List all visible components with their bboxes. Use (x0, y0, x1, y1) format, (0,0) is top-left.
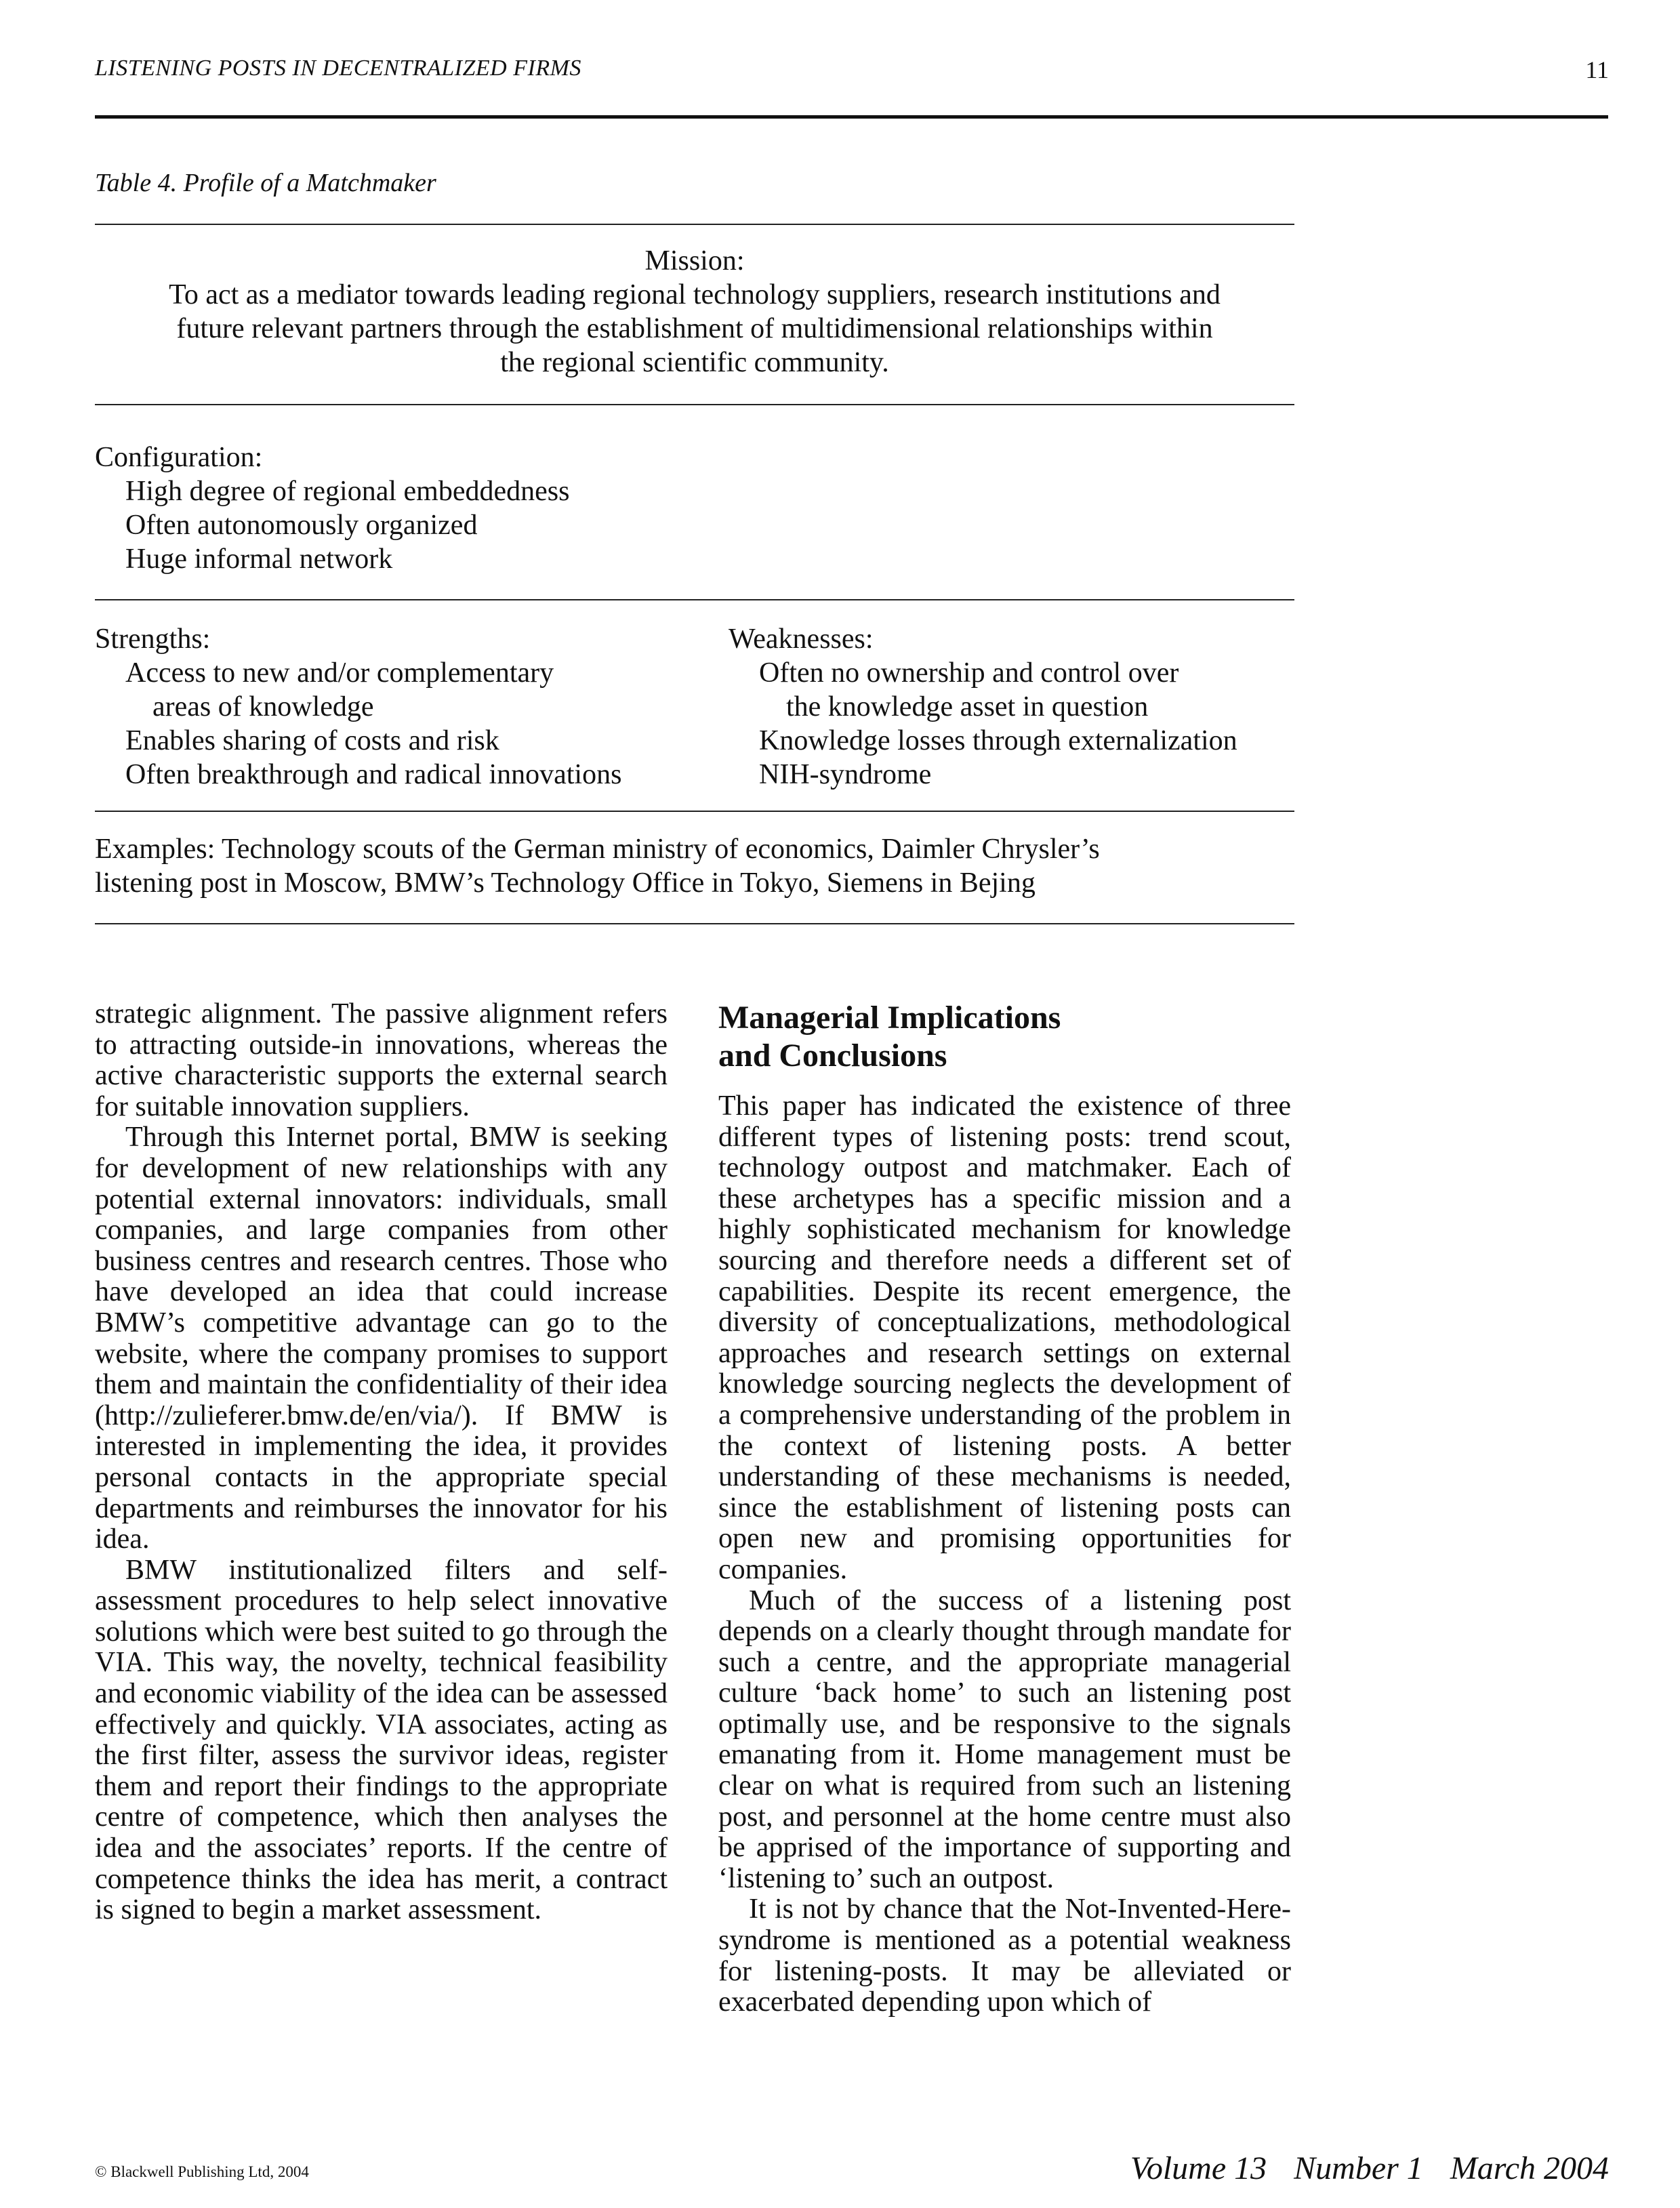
table-weaknesses-cell (729, 622, 1338, 792)
table-mission-cell (95, 244, 1294, 380)
section-heading-line: and Conclusions (718, 1038, 947, 1074)
weaknesses-line: Knowledge losses through externalization (759, 725, 1237, 756)
table-configuration-cell (95, 441, 1294, 576)
right-column (718, 1091, 1291, 2018)
body-paragraph: Much of the success of a listening post depends on a clearly thought through mandate for such a centre, and the appropriate managerial culture ‘back home’ to such an listening post optimally use, and be responsive to the signals emanating from it. Home management must be clear on what is required from such an listening post, and personnel at the home centre must also be apprised of the importance of supporting and ‘listening to’ such an outpost. (718, 1585, 1291, 1894)
table-rule (95, 811, 1294, 812)
table-examples-cell (95, 832, 1294, 900)
mission-label: Mission: (644, 245, 745, 277)
section-heading-line: Managerial Implications (718, 1000, 1061, 1036)
weaknesses-line: the knowledge asset in question (786, 691, 1149, 722)
left-column (95, 999, 668, 1926)
volume-label: Volume 13 (1130, 2150, 1267, 2186)
weaknesses-line: NIH-syndrome (759, 759, 932, 790)
table-rule (95, 404, 1294, 405)
table-strengths-cell (95, 622, 705, 792)
mission-line: To act as a mediator towards leading regional technology suppliers, research institutions and (169, 279, 1221, 310)
header-rule (95, 115, 1608, 119)
examples-line: Examples: Technology scouts of the German ministry of economics, Daimler Chrysler’s (95, 834, 1100, 865)
strengths-label: Strengths: (95, 623, 211, 655)
table-rule (95, 599, 1294, 600)
mission-line: the regional scientific community. (500, 347, 889, 378)
number-label: Number 1 (1294, 2150, 1423, 2186)
body-paragraph: strategic alignment. The passive alignment refers to attracting outside-in innovations, whereas the active characteristic supports the external search for suitable innovation suppliers. (95, 998, 668, 1122)
strengths-line: Often breakthrough and radical innovations (125, 759, 622, 790)
date-label: March 2004 (1450, 2150, 1609, 2186)
table-bottom-rule (95, 923, 1294, 924)
strengths-line: Access to new and/or complementary (125, 657, 554, 689)
body-paragraph: Through this Internet portal, BMW is seeking for development of new relationships with any potential external innovators: individuals, small companies, and large companies from other business centres and research centres. Those who have developed an idea that could increase BMW’s competitive advantage can go to the website, where the company promises to support them and maintain the confidentiality of their idea (http://zulieferer.bmw.de/en/via/). If BMW is interested in implementing the idea, it provides personal contacts in the appropriate special departments and reimburses the innovator for his idea. (95, 1122, 668, 1555)
mission-line: future relevant partners through the establishment of multidimensional relationships within (176, 313, 1213, 344)
body-paragraph: It is not by chance that the Not-Invented-Here-syndrome is mentioned as a potential weakness for listening-posts. It may be alleviated or exacerbated depending upon which of (718, 1894, 1291, 2018)
running-head: LISTENING POSTS IN DECENTRALIZED FIRMS (95, 56, 581, 81)
configuration-label: Configuration: (95, 442, 263, 473)
weaknesses-line: Often no ownership and control over (759, 657, 1179, 689)
table-caption: Table 4. Profile of a Matchmaker (95, 169, 436, 197)
configuration-item: High degree of regional embeddedness (125, 476, 570, 507)
copyright-notice: © Blackwell Publishing Ltd, 2004 (95, 2163, 309, 2180)
body-paragraph: This paper has indicated the existence of three different types of listening posts: trend scout, technology outpost and matchmaker. Each of these archetypes has a specific mission and a highly sophisticated mechanism for knowledge sourcing and therefore needs a different set of capabilities. Despite its recent emergence, the diversity of conceptualizations, methodological approaches and research settings on external knowledge sourcing neglects the development of a comprehensive understanding of the problem in the context of listening posts. A better understanding of these mechanisms is needed, since the establishment of listening posts can open new and promising opportunities for companies. (718, 1090, 1291, 1585)
weaknesses-label: Weaknesses: (729, 623, 874, 655)
journal-issue-info (1103, 2150, 1609, 2187)
body-paragraph: BMW institutionalized filters and self-assessment procedures to help select innovative solutions which were best suited to go through the VIA. This way, the novelty, technical feasibility and economic viability of the idea can be assessed effectively and quickly. VIA associates, acting as the first filter, assess the survivor ideas, register them and report their findings to the appropriate centre of competence, which then analyses the idea and the associates’ reports. If the centre of competence thinks the idea has merit, a contract is signed to begin a market assessment. (95, 1554, 668, 1926)
table-top-rule (95, 224, 1294, 225)
configuration-item: Often autonomously organized (125, 510, 478, 541)
strengths-line: Enables sharing of costs and risk (125, 725, 499, 756)
strengths-line: areas of knowledge (152, 691, 374, 722)
section-heading (718, 999, 1291, 1075)
configuration-item: Huge informal network (125, 544, 393, 575)
examples-line: listening post in Moscow, BMW’s Technology Office in Tokyo, Siemens in Bejing (95, 867, 1036, 899)
page-number: 11 (1585, 56, 1609, 83)
